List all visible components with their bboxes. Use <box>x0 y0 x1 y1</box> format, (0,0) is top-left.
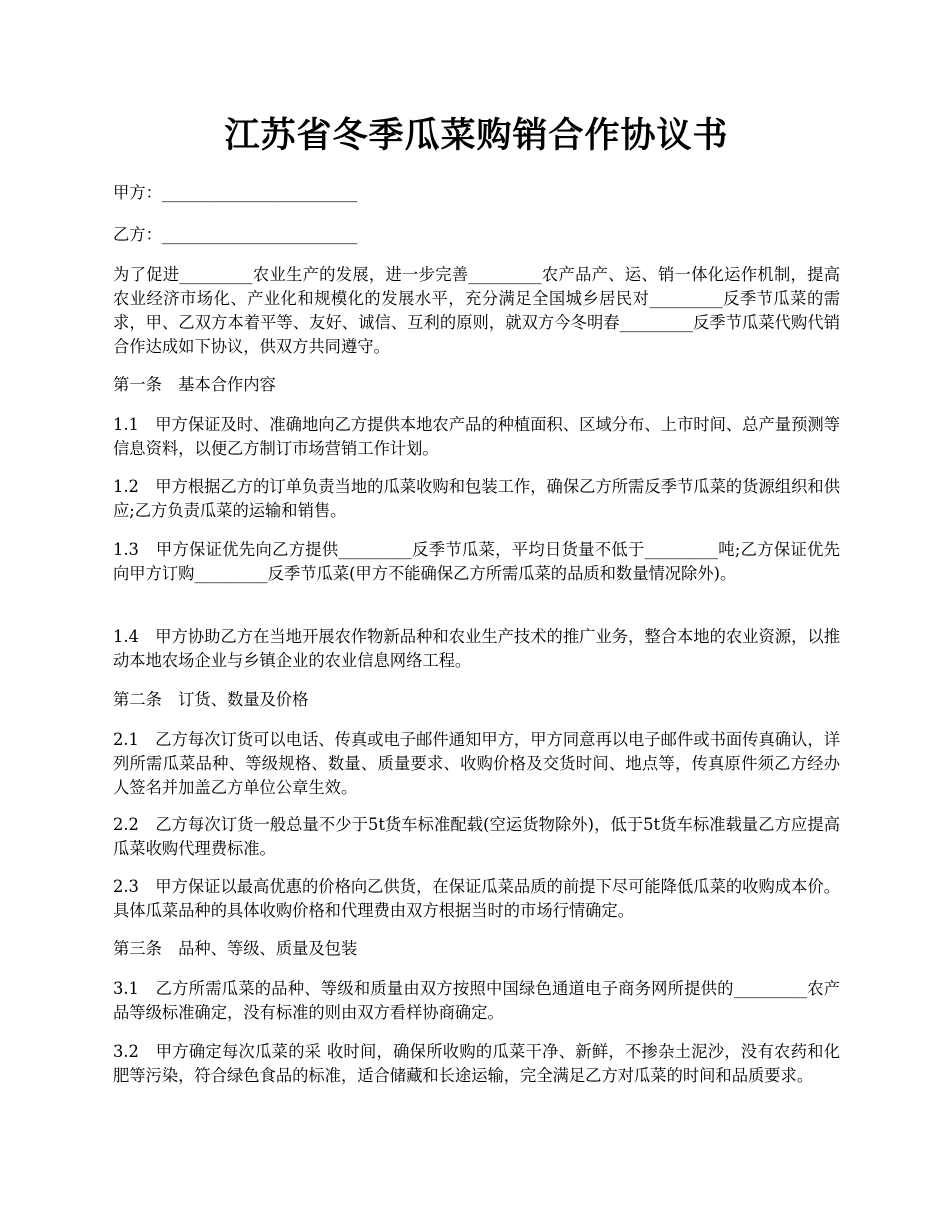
section-1-heading: 第一条 基本合作内容 <box>113 375 276 394</box>
clause-3-2: 3.2 甲方确定每次瓜菜的采 收时间，确保所收购的瓜菜干净、新鲜，不掺杂土泥沙，没有农药和化肥等污染，符合绿色食品的标准，适合储藏和长途运输，完全满足乙方对瓜菜的时间和品质要求。 <box>113 1042 840 1085</box>
clause-1-4: 1.4 甲方协助乙方在当地开展农作物新品种和农业生产技术的推广业务，整合本地的农业资源，以推动本地农场企业与乡镇企业的农业信息网络工程。 <box>113 627 840 670</box>
party-b-line: 乙方：________________________ <box>113 225 358 244</box>
clause-2-1: 2.1 乙方每次订货可以电话、传真或电子邮件通知甲方，甲方同意再以电子邮件或书面传真确认，详列所需瓜菜品种、等级规格、数量、质量要求、收购价格及交货时间、地点等，传真原件须乙方经办人签名并加盖乙方单位公章生效。 <box>113 730 840 797</box>
clause-1-2: 1.2 甲方根据乙方的订单负责当地的瓜菜收购和包装工作，确保乙方所需反季节瓜菜的货源组织和供应;乙方负责瓜菜的运输和销售。 <box>113 477 840 520</box>
clause-2-2: 2.2 乙方每次订货一般总量不少于5t货车标准配载(空运货物除外)，低于5t货车标准载量乙方应提高瓜菜收购代理费标准。 <box>113 815 840 858</box>
intro-paragraph: 为了促进_________农业生产的发展，进一步完善_________农产品产、运、销一体化运作机制，提高农业经济市场化、产业化和规模化的发展水平，充分满足全国城乡居民对_________反季节瓜菜的需求，甲、乙双方本着平等、友好、诚信、互利的原则，就双方今冬明春_________反季节瓜菜代购代销合作达成如下协议，供双方共同遵守。 <box>113 265 840 356</box>
clause-1-3: 1.3 甲方保证优先向乙方提供_________反季节瓜菜，平均日货量不低于_________吨;乙方保证优先向甲方订购_________反季节瓜菜(甲方不能确保乙方所需瓜菜的品质和数量情况除外)。 <box>113 540 840 583</box>
section-2-heading: 第二条 订货、数量及价格 <box>113 690 309 709</box>
clause-2-3: 2.3 甲方保证以最高优惠的价格向乙供货，在保证瓜菜品质的前提下尽可能降低瓜菜的收购成本价。具体瓜菜品种的具体收购价格和代理费由双方根据当时的市场行情确定。 <box>113 877 840 920</box>
document-title: 江苏省冬季瓜菜购销合作协议书 <box>224 115 729 156</box>
section-3-heading: 第三条 品种、等级、质量及包装 <box>113 939 358 958</box>
clause-1-1: 1.1 甲方保证及时、准确地向乙方提供本地农产品的种植面积、区域分布、上市时间、总产量预测等信息资料，以便乙方制订市场营销工作计划。 <box>113 415 840 458</box>
clause-3-1: 3.1 乙方所需瓜菜的品种、等级和质量由双方按照中国绿色通道电子商务网所提供的_________农产品等级标准确定，没有标准的则由双方看样协商确定。 <box>113 979 840 1022</box>
party-a-line: 甲方：________________________ <box>113 183 358 202</box>
